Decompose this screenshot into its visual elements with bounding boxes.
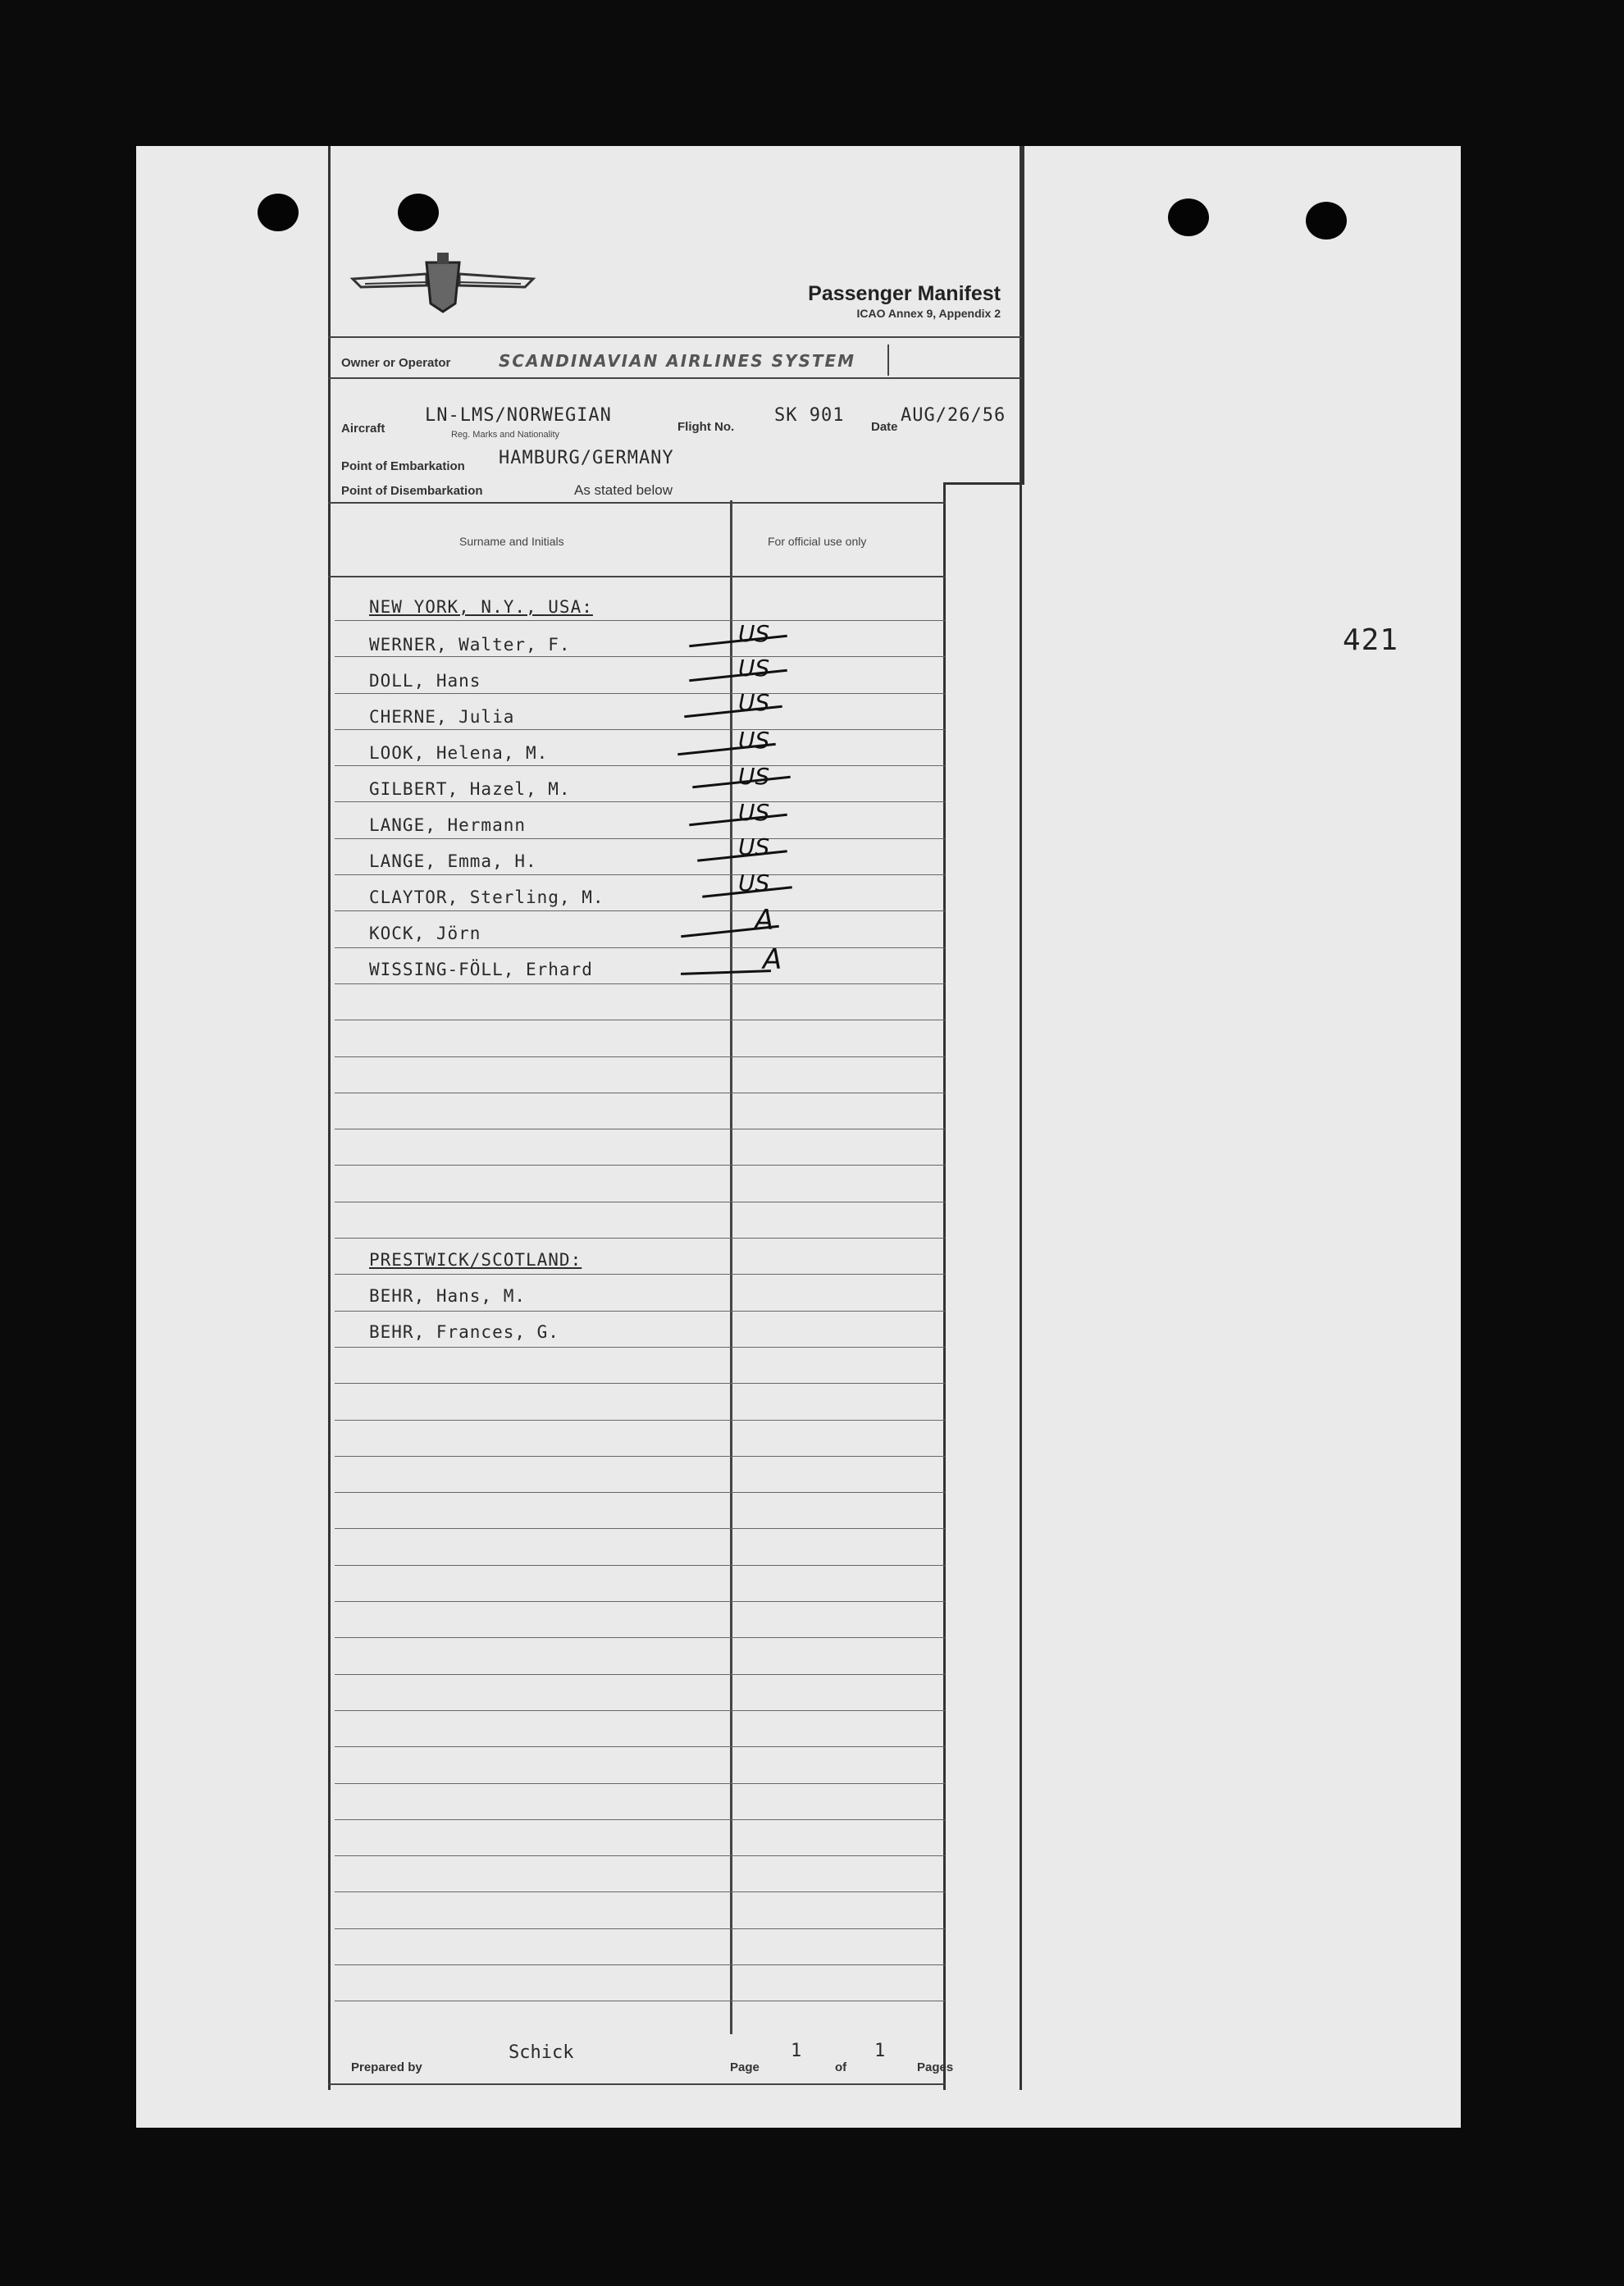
- ruled-line: [335, 1710, 945, 1711]
- form-title: Passenger Manifest: [808, 282, 1001, 305]
- ruled-line: [335, 801, 945, 802]
- passenger-name: BEHR, Frances, G.: [369, 1322, 559, 1342]
- ruled-line: [335, 1492, 945, 1493]
- official-mark: US: [738, 727, 770, 754]
- passenger-name: LOOK, Helena, M.: [369, 743, 549, 763]
- official-mark: US: [738, 655, 770, 682]
- ruled-line: [335, 1238, 945, 1239]
- punch-hole: [258, 194, 299, 231]
- ruled-line: [335, 1311, 945, 1312]
- date-value: AUG/26/56: [901, 405, 1006, 426]
- form-subtitle: ICAO Annex 9, Appendix 2: [856, 307, 1001, 320]
- official-mark: US: [738, 833, 770, 860]
- embarkation-label: Point of Embarkation: [341, 459, 465, 473]
- passenger-name: KOCK, Jörn: [369, 924, 481, 943]
- date-label: Date: [871, 420, 898, 434]
- ruled-line: [335, 947, 945, 948]
- ruled-line: [335, 1746, 945, 1747]
- passenger-name: BEHR, Hans, M.: [369, 1286, 527, 1306]
- passenger-name: GILBERT, Hazel, M.: [369, 779, 571, 799]
- ruled-line: [335, 656, 945, 657]
- ruled-line: [335, 910, 945, 911]
- ruled-line: [335, 1528, 945, 1529]
- ruled-line: [335, 1420, 945, 1421]
- passenger-name: LANGE, Emma, H.: [369, 851, 537, 871]
- ruled-line: [335, 1819, 945, 1820]
- divider: [328, 377, 1022, 379]
- ruled-line: [335, 1383, 945, 1384]
- passenger-name: LANGE, Hermann: [369, 815, 527, 835]
- official-mark: US: [738, 689, 770, 716]
- passenger-name: CLAYTOR, Sterling, M.: [369, 887, 604, 907]
- flight-value: SK 901: [774, 405, 845, 426]
- ruled-line: [335, 1674, 945, 1675]
- divider: [328, 2083, 945, 2085]
- official-mark: A: [763, 943, 782, 976]
- ruled-line: [335, 874, 945, 875]
- embarkation-value: HAMBURG/GERMANY: [499, 448, 674, 468]
- ruled-line: [335, 693, 945, 694]
- destination-heading: NEW YORK, N.Y., USA:: [369, 597, 593, 617]
- ruled-line: [335, 729, 945, 730]
- names-column-header: Surname and Initials: [459, 535, 564, 548]
- ruled-line: [335, 1964, 945, 1965]
- official-mark: US: [738, 763, 770, 790]
- official-column-header: For official use only: [768, 535, 867, 548]
- ruled-line: [335, 1274, 945, 1275]
- page-value: 1: [791, 2041, 802, 2061]
- divider: [328, 336, 1022, 338]
- archive-page-number: 421: [1343, 623, 1399, 657]
- disembarkation-value: As stated below: [574, 482, 673, 498]
- ruled-line: [335, 1637, 945, 1638]
- destination-heading: PRESTWICK/SCOTLAND:: [369, 1250, 582, 1270]
- ruled-line: [335, 1347, 945, 1348]
- form-border: [943, 482, 1024, 485]
- divider: [328, 576, 945, 577]
- ruled-line: [335, 765, 945, 766]
- manifest-form: [328, 146, 1022, 2090]
- ruled-line: [335, 1891, 945, 1892]
- ruled-line: [335, 1855, 945, 1856]
- official-mark: US: [738, 620, 770, 647]
- of-label: of: [835, 2060, 847, 2074]
- ruled-line: [335, 1601, 945, 1602]
- official-mark: US: [738, 799, 770, 826]
- divider: [887, 344, 889, 376]
- of-value: 1: [874, 2041, 886, 2061]
- owner-value: SCANDINAVIAN AIRLINES SYSTEM: [499, 351, 856, 371]
- punch-hole: [1168, 198, 1209, 236]
- airline-wings-logo: [349, 246, 537, 320]
- prepared-by-label: Prepared by: [351, 2060, 422, 2074]
- disembarkation-label: Point of Disembarkation: [341, 484, 483, 498]
- passenger-name: CHERNE, Julia: [369, 707, 515, 727]
- form-border: [943, 482, 946, 2090]
- form-border: [1022, 146, 1024, 484]
- ruled-line: [335, 1783, 945, 1784]
- punch-hole: [1306, 202, 1347, 240]
- aircraft-label: Aircraft: [341, 422, 385, 436]
- flight-label: Flight No.: [677, 420, 735, 434]
- ruled-line: [335, 620, 945, 621]
- divider: [328, 502, 945, 504]
- column-divider: [730, 500, 732, 2034]
- official-mark: A: [755, 904, 774, 937]
- ruled-line: [335, 1928, 945, 1929]
- owner-label: Owner or Operator: [341, 356, 451, 370]
- page-label: Page: [730, 2060, 760, 2074]
- ruled-line: [335, 838, 945, 839]
- passenger-name: DOLL, Hans: [369, 671, 481, 691]
- pages-label: Pages: [917, 2060, 954, 2074]
- ruled-line: [335, 983, 945, 984]
- official-mark: US: [738, 869, 770, 897]
- aircraft-value: LN-LMS/NORWEGIAN: [425, 405, 612, 426]
- ruled-line: [335, 1456, 945, 1457]
- aircraft-sublabel: Reg. Marks and Nationality: [451, 430, 560, 440]
- ruled-line: [335, 1565, 945, 1566]
- ruled-line: [335, 1056, 945, 1057]
- ruled-line: [335, 1165, 945, 1166]
- passenger-name: WISSING-FÖLL, Erhard: [369, 960, 593, 979]
- prepared-by-value: Schick: [509, 2042, 574, 2063]
- passenger-name: WERNER, Walter, F.: [369, 635, 571, 655]
